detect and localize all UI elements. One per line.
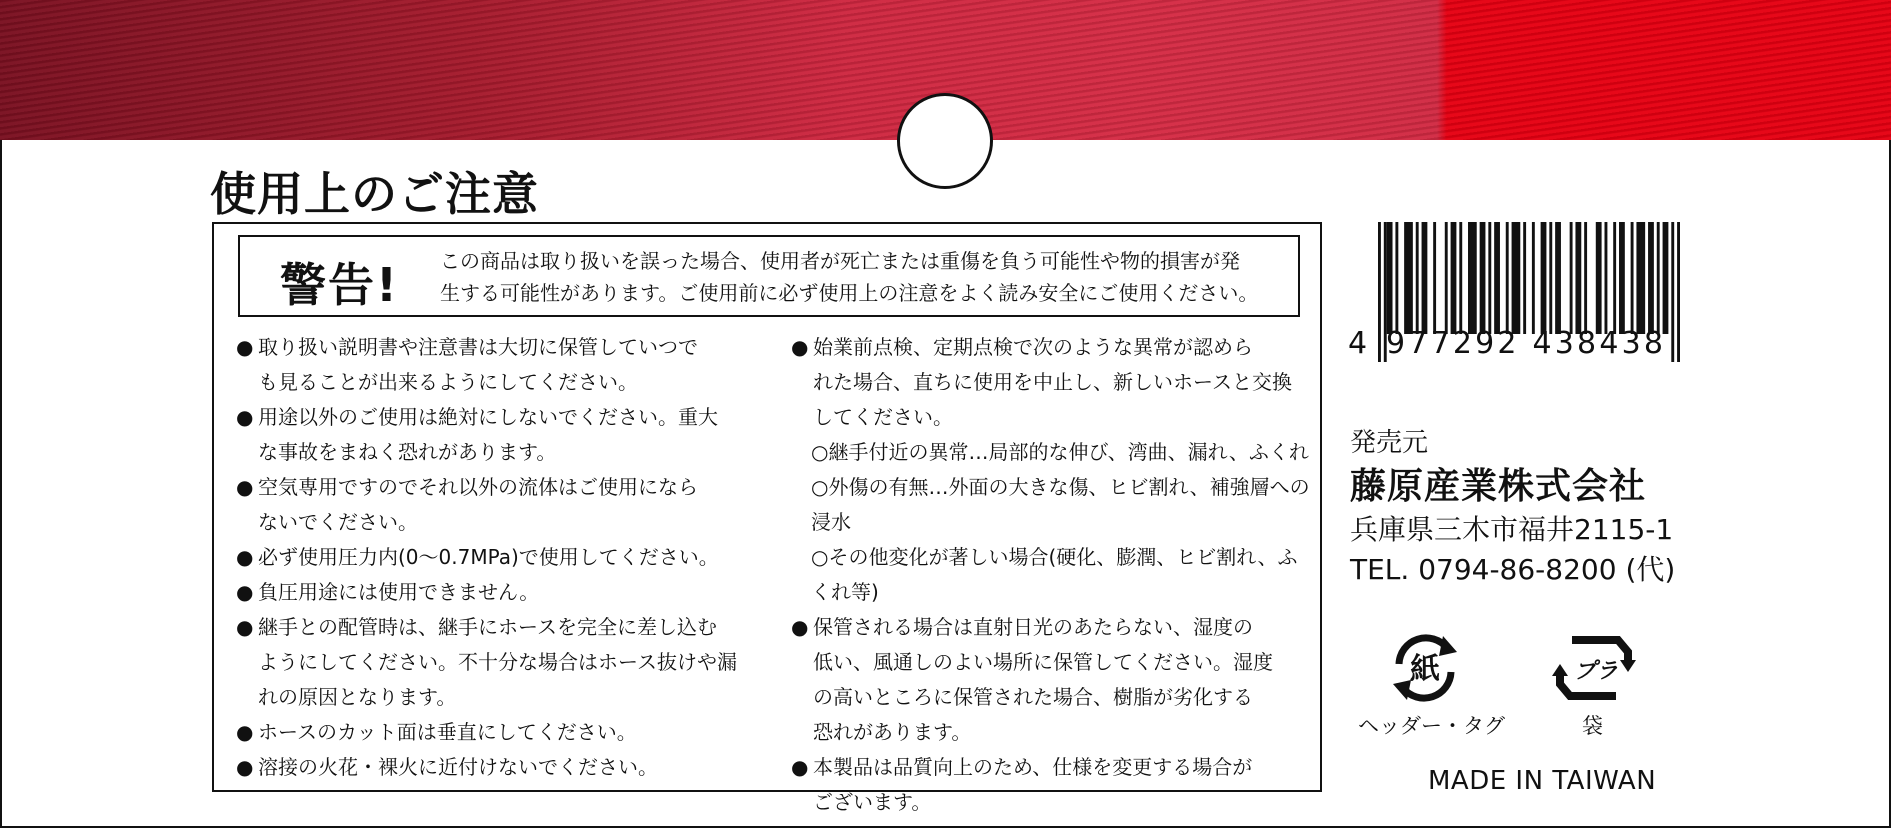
barcode-bar	[1584, 222, 1587, 334]
list-item: ● ホースのカット面は垂直にしてください。	[236, 720, 637, 744]
barcode-bar	[1575, 222, 1581, 334]
seller-label: 発売元	[1350, 428, 1429, 458]
warning-box	[238, 235, 1300, 317]
company-tel: TEL. 0794-86-8200 (代)	[1350, 553, 1676, 586]
barcode-bar	[1619, 222, 1625, 334]
company-name: 藤原産業株式会社	[1350, 466, 1647, 507]
barcode-bar	[1506, 222, 1509, 334]
list-item: ● 継手との配管時は、継手にホースを完全に差し込む ようにしてください。不十分な場合はホース抜けや漏 れの原因となります。	[236, 615, 737, 709]
barcode-bar	[1570, 222, 1573, 334]
barcode-bar	[1657, 222, 1660, 334]
plastic-glyph: プラ	[1573, 659, 1619, 684]
barcode-bar	[1648, 222, 1654, 334]
sub-list-item: ○継手付近の異常…局部的な伸び、湾曲、漏れ、ふくれ	[811, 440, 1309, 464]
barcode-guard-bar	[1677, 222, 1680, 362]
barcode-bar	[1663, 222, 1669, 334]
barcode-bar	[1445, 222, 1448, 334]
barcode-bar	[1636, 222, 1645, 334]
plastic-recycle-label: 袋	[1582, 714, 1603, 738]
barcode-bar	[1488, 222, 1491, 334]
list-item: ● 本製品は品質向上のため、仕様を変更する場合が ございます。	[791, 755, 1253, 814]
barcode-bar	[1541, 222, 1547, 334]
barcode-bar	[1480, 222, 1486, 334]
list-item: ● 取り扱い説明書や注意書は大切に保管していつで も見ることが出来るようにしてください。	[236, 335, 698, 394]
plastic-recycle-icon	[1552, 630, 1636, 706]
barcode-bar	[1422, 222, 1428, 334]
barcode-bar	[1555, 222, 1561, 334]
barcode-bar	[1433, 222, 1436, 334]
paper-recycle-label: ヘッダー・タグ	[1358, 714, 1505, 738]
barcode-guard-bar	[1378, 222, 1381, 362]
sub-list-item: ○外傷の有無…外面の大きな傷、ヒビ割れ、補強層への浸水	[811, 475, 1310, 534]
barcode-bar	[1459, 222, 1462, 334]
barcode-guard-bar	[1671, 222, 1674, 362]
barcode-bar	[1532, 222, 1535, 334]
list-item: ● 保管される場合は直射日光のあたらない、湿度の 低い、風通しのよい場所に保管してください。湿度 の高いところに保管された場合、樹脂が劣化する 恐れがあります。	[791, 615, 1273, 744]
right-column	[791, 330, 1311, 820]
barcode-bar	[1416, 222, 1419, 334]
list-item: ● 必ず使用圧力内(0〜0.7MPa)で使用してください。	[236, 545, 719, 569]
barcode-bar	[1613, 222, 1616, 334]
barcode-bar	[1523, 222, 1526, 334]
barcode-bar	[1468, 222, 1477, 334]
barcode-bar	[1404, 222, 1413, 334]
list-item: ● 始業前点検、定期点検で次のような異常が認めら れた場合、直ちに使用を中止し、新しいホースと交換 してください。	[791, 335, 1292, 429]
company-address: 兵庫県三木市福井2115-1	[1350, 513, 1674, 546]
page-title: 使用上のご注意	[210, 167, 539, 221]
left-column	[236, 330, 756, 785]
barcode-bar	[1549, 222, 1552, 334]
barcode-bar	[1395, 222, 1398, 334]
list-item: ● 空気専用ですのでそれ以外の流体はご使用になら ないでください。	[236, 475, 698, 534]
barcode-bar	[1494, 222, 1500, 334]
barcode-bar	[1512, 222, 1521, 334]
made-in-label: MADE IN TAIWAN	[1428, 766, 1657, 796]
warning-heading: 警告!	[280, 258, 399, 312]
notice-box	[212, 222, 1322, 814]
paper-recycle-icon	[1385, 628, 1465, 708]
list-item: ● 溶接の火花・裸火に近付けないでください。	[236, 755, 658, 779]
hang-hole	[897, 93, 993, 189]
barcode-bar	[1596, 222, 1602, 334]
barcode-bar	[1387, 222, 1393, 334]
barcode-bar	[1631, 222, 1634, 334]
sub-list-item: ○その他変化が著しい場合(硬化、膨潤、ヒビ割れ、ふくれ等)	[811, 545, 1298, 604]
list-item: ● 用途以外のご使用は絶対にしないでください。重大 な事故をまねく恐れがあります。	[236, 405, 718, 464]
barcode-bar	[1451, 222, 1457, 334]
barcode-bar	[1605, 222, 1608, 334]
paper-glyph: 紙	[1410, 652, 1440, 687]
warning-text: この商品は取り扱いを誤った場合、使用者が死亡または重傷を負う可能性や物的損害が発 生する可能性があります。ご使用前に必ず使用上の注意をよく読み安全にご使用ください。	[440, 249, 1259, 305]
list-item: ● 負圧用途には使用できません。	[236, 580, 540, 604]
